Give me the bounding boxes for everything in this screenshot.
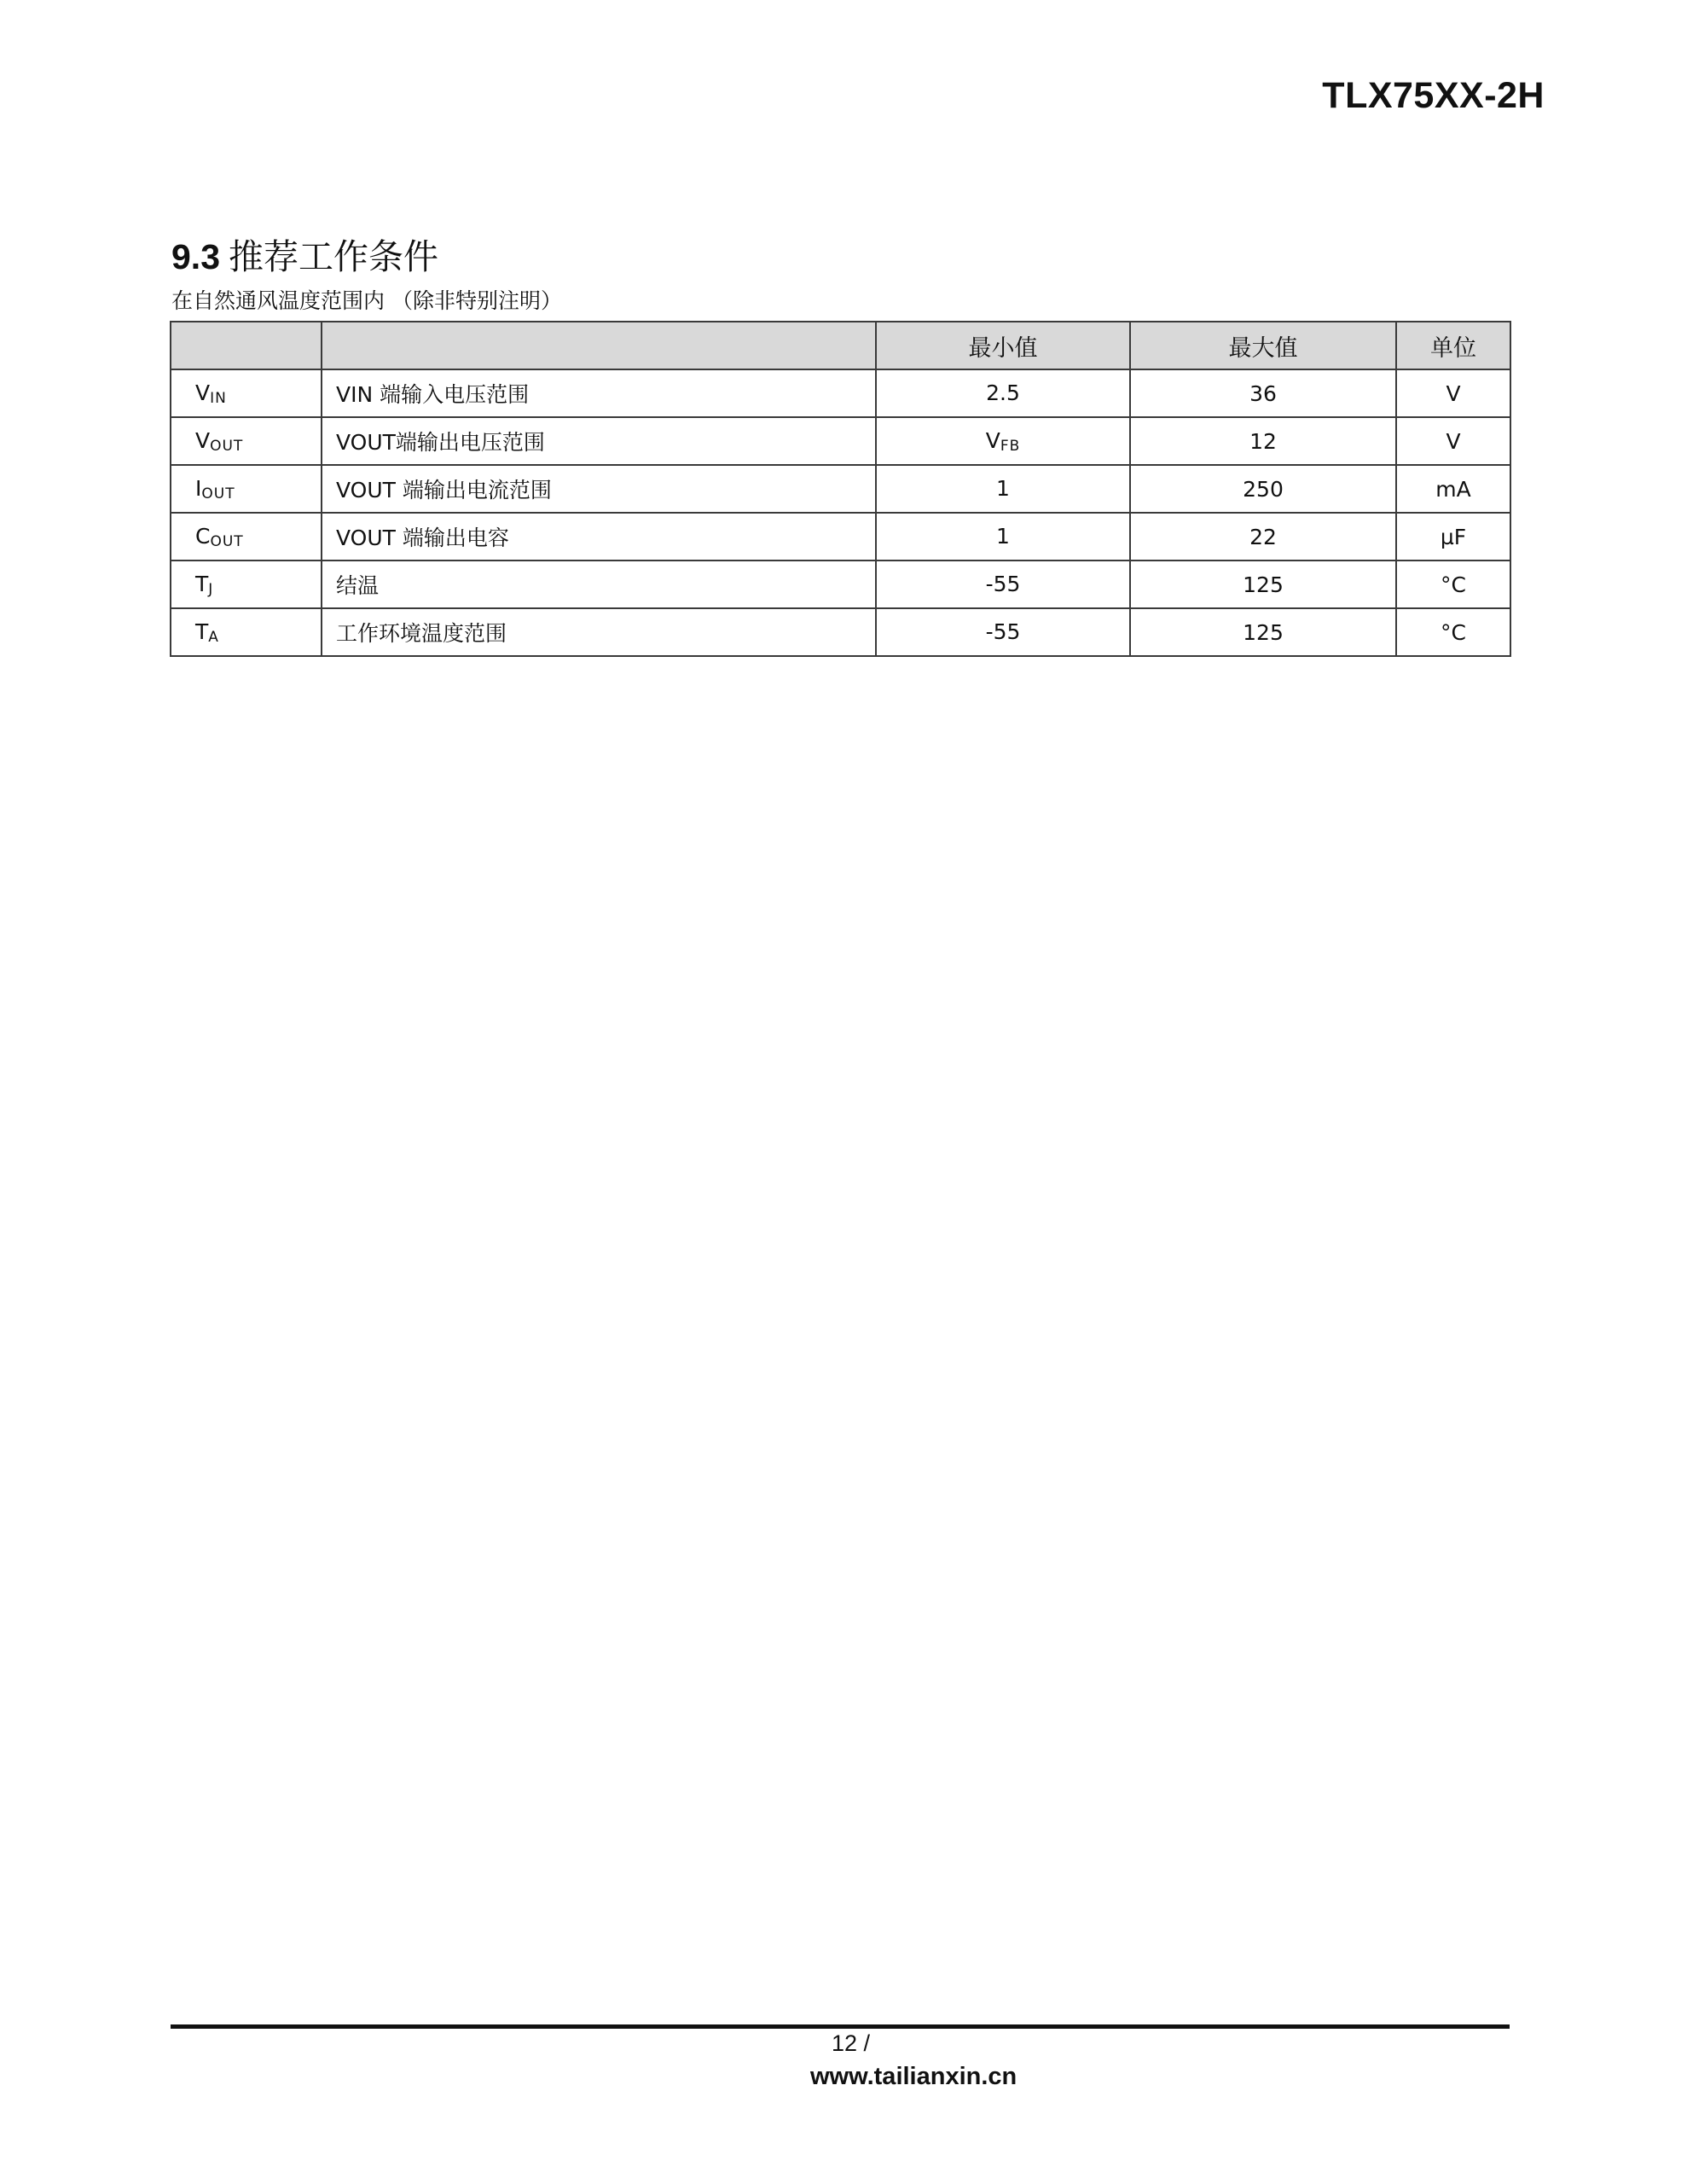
parameter-cell: VOUT端输出电压范围 bbox=[322, 417, 876, 465]
table-row bbox=[171, 608, 1510, 656]
max-cell: 12 bbox=[1130, 417, 1396, 465]
table-row bbox=[171, 465, 1510, 513]
section-note: 在自然通风温度范围内 （除非特别注明） bbox=[171, 288, 562, 313]
footer-divider bbox=[171, 2024, 1510, 2029]
symbol-cell: $V_{OUT}$ bbox=[171, 417, 322, 465]
min-cell: $V_{FB}$ bbox=[876, 417, 1130, 465]
table-header-row bbox=[171, 322, 1510, 369]
min-cell: 1 bbox=[876, 465, 1130, 513]
section-title: 推荐工作条件 bbox=[229, 236, 438, 277]
min-cell: -55 bbox=[876, 608, 1130, 656]
parameter-cell: VOUT 端输出电流范围 bbox=[322, 465, 876, 513]
table-row bbox=[171, 369, 1510, 417]
website-url: www.tailianxin.cn bbox=[810, 2063, 1017, 2090]
recommended-operating-conditions-table bbox=[170, 321, 1511, 657]
table-row bbox=[171, 513, 1510, 561]
unit-cell: V bbox=[1396, 417, 1510, 465]
max-cell: 125 bbox=[1130, 608, 1396, 656]
header-min: 最小值 bbox=[876, 322, 1130, 369]
section-heading bbox=[171, 229, 438, 279]
max-cell: 36 bbox=[1130, 369, 1396, 417]
unit-cell: µF bbox=[1396, 513, 1510, 561]
symbol-cell: $T_J$ bbox=[171, 561, 322, 608]
header-unit: 单位 bbox=[1396, 322, 1510, 369]
symbol-cell: $I_{OUT}$ bbox=[171, 465, 322, 513]
section-number: 9.3 bbox=[171, 237, 220, 276]
symbol-cell: $C_{OUT}$ bbox=[171, 513, 322, 561]
min-cell: 1 bbox=[876, 513, 1130, 561]
unit-cell: V bbox=[1396, 369, 1510, 417]
min-cell: 2.5 bbox=[876, 369, 1130, 417]
symbol-cell: $V_{IN}$ bbox=[171, 369, 322, 417]
max-cell: 125 bbox=[1130, 561, 1396, 608]
min-cell: -55 bbox=[876, 561, 1130, 608]
header-max: 最大值 bbox=[1130, 322, 1396, 369]
parameter-cell: VIN 端输入电压范围 bbox=[322, 369, 876, 417]
parameter-cell: 工作环境温度范围 bbox=[322, 608, 876, 656]
symbol-cell: $T_A$ bbox=[171, 608, 322, 656]
max-cell: 22 bbox=[1130, 513, 1396, 561]
parameter-cell: 结温 bbox=[322, 561, 876, 608]
page-number: 12 / bbox=[832, 2030, 871, 2056]
header-parameter bbox=[322, 322, 876, 369]
header-symbol bbox=[171, 322, 322, 369]
table-row bbox=[171, 561, 1510, 608]
parameter-cell: VOUT 端输出电容 bbox=[322, 513, 876, 561]
document-title: TLX75XX-2H bbox=[1322, 75, 1545, 116]
unit-cell: °C bbox=[1396, 608, 1510, 656]
unit-cell: mA bbox=[1396, 465, 1510, 513]
table-row bbox=[171, 417, 1510, 465]
unit-cell: °C bbox=[1396, 561, 1510, 608]
max-cell: 250 bbox=[1130, 465, 1396, 513]
